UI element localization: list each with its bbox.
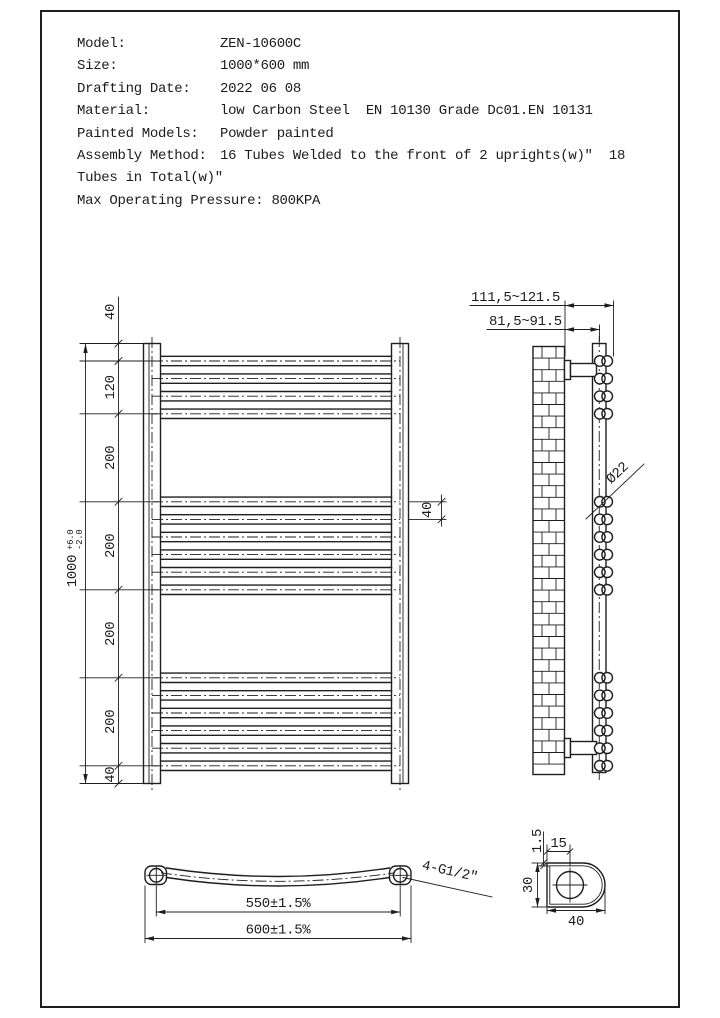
dim-label-200-c: 200 [103, 621, 119, 646]
spec-label: Size: [77, 58, 118, 75]
dim-label-hole-offset: 15 [550, 836, 567, 852]
spec-label: Material: [77, 103, 150, 120]
spec-label: Painted Models: [77, 125, 199, 142]
overall-height-label [65, 530, 85, 588]
dim-tolerance-minus: -2.0 [75, 529, 85, 550]
spec-value: 16 Tubes Welded to the front of 2 uprights(w)" 18 [220, 147, 626, 164]
dim-label-wall-thickness: 1.5 [530, 828, 546, 854]
dim-label-overall-width: 600±1.5% [245, 922, 311, 939]
spec-label: Drafting Date: [77, 80, 191, 97]
tube-array [152, 356, 400, 770]
dim-label-200-a: 200 [103, 445, 119, 470]
dim-label-bottom-40: 40 [103, 766, 119, 783]
bottom-view [145, 858, 492, 942]
tube-spacing-dim [409, 495, 446, 526]
bracket-arm [571, 742, 597, 755]
dim-label-200-b: 200 [103, 533, 119, 558]
spec-value: ZEN-10600C [220, 36, 302, 52]
arrowhead [391, 910, 400, 914]
leader-line [403, 878, 492, 898]
bracket-flange [565, 739, 571, 758]
dim-label-120: 120 [103, 375, 119, 400]
dim-label-tube-diameter: Ø22 [603, 459, 633, 488]
connection-callout [403, 858, 492, 897]
spec-value: Powder painted [220, 125, 334, 142]
spec-value: 1000*600 mm [220, 58, 310, 75]
curved-tube-edge [167, 868, 390, 877]
dim-label-wall-to-upright: 81,5~91.5 [489, 314, 562, 330]
arrowhead [591, 327, 600, 331]
detail-view [521, 829, 605, 930]
dim-label-tube-spacing: 40 [420, 501, 436, 519]
wall-bracket-bottom [565, 739, 597, 758]
bottom-dims [145, 886, 411, 943]
dim-label-200-d: 200 [103, 709, 119, 734]
dim-label-profile-width: 40 [567, 914, 585, 930]
dim-label-overall: 1000 [65, 554, 81, 588]
spec-value: 2022 06 08 [220, 80, 302, 97]
arrowhead [565, 327, 574, 331]
spec-label: Model: [77, 36, 126, 52]
dim-label-tube-centers: 550±1.5% [245, 896, 311, 912]
dim-label-top-40: 40 [103, 303, 119, 321]
arrowhead [535, 863, 539, 872]
spec-label: Max Operating Pressure: [77, 192, 264, 209]
arrowhead [535, 898, 539, 907]
arrowhead [83, 774, 87, 784]
spec-label: Assembly Method: [77, 147, 207, 164]
spec-value: 800KPA [271, 192, 321, 209]
bracket-arm [571, 364, 597, 377]
side-view [470, 290, 644, 780]
arrowhead [565, 303, 574, 307]
dim-label-wall-to-front: 111,5~121.5 [471, 290, 561, 306]
arrowhead [83, 344, 87, 354]
arrowhead [596, 908, 605, 912]
arrowhead [547, 908, 556, 912]
connection-label: 4-G1/2" [420, 858, 480, 887]
wall-bracket-top [565, 361, 597, 380]
detail-dims [521, 829, 605, 930]
arrowhead [402, 936, 411, 940]
dim-tolerance-plus: +6.0 [66, 529, 76, 550]
arrowhead [605, 303, 614, 307]
dim-label-profile-depth: 30 [521, 876, 537, 894]
spec-value: low Carbon Steel EN 10130 Grade Dc01.EN 10131 [220, 103, 593, 120]
spec-label: Tubes in Total(w)" [77, 170, 223, 187]
arrowhead [156, 910, 165, 914]
brick-hatch [533, 347, 565, 765]
curved-tube-edge [167, 878, 390, 887]
arrowhead [145, 936, 154, 940]
bracket-flange [565, 361, 571, 380]
front-view [65, 297, 446, 790]
